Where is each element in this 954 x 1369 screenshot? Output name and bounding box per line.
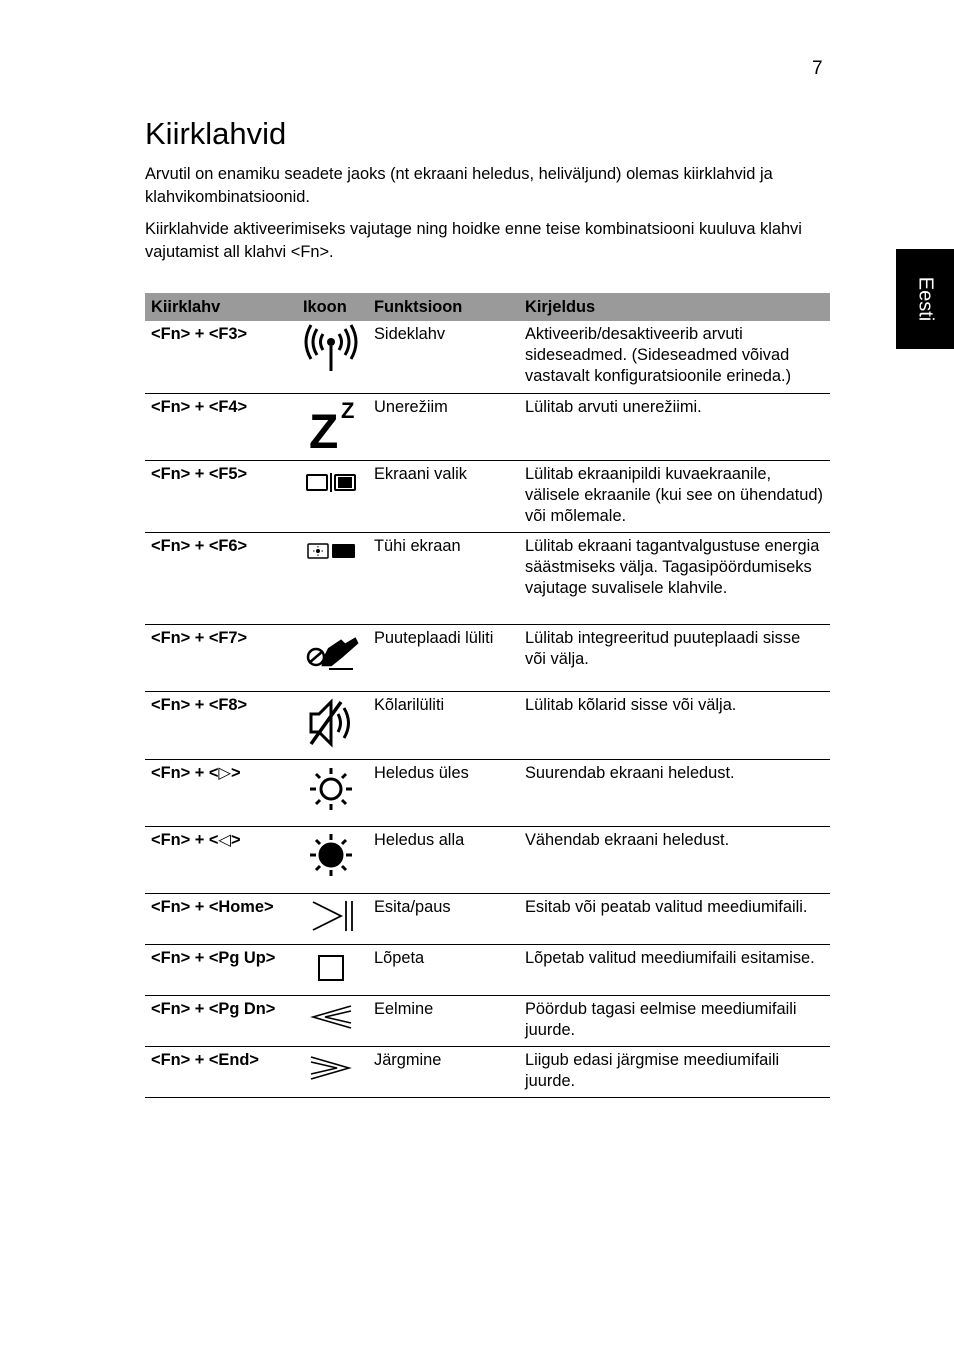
hotkey-cell: <Fn> + <F5> [145,460,297,532]
hotkey-cell: <Fn> + <▷> [145,759,297,826]
table-row [145,460,830,532]
function-cell: Lõpeta [368,944,519,995]
description-cell: Suurendab ekraani heledust. [519,759,830,826]
instruction-paragraph: Kiirklahvide aktiveerimiseks vajutage ning hoidke enne teise kombinatsiooni kuuluva klahvi vajutamist all klahvi <Fn>. [145,220,802,261]
description-cell: Liigub edasi järgmise meediumifaili juurde. [519,1046,830,1097]
svg-text:Z: Z [341,397,355,423]
function-cell: Sideklahv [368,321,519,393]
description-cell: Lülitab ekraani tagantvalgustuse energia säästmiseks välja. Tagasipöördumiseks vajutage suvalisele klahvile. [519,532,830,624]
description-cell: Vähendab ekraani heledust. [519,826,830,893]
header-function: Funktsioon [368,293,519,321]
function-cell: Kõlarilüliti [368,691,519,759]
table-row [145,532,830,624]
brightness-down-icon [301,829,361,881]
table-row [145,995,830,1046]
speaker-mute-icon [301,694,361,752]
function-cell: Unerežiim [368,393,519,460]
function-cell: Esita/paus [368,893,519,944]
description-cell: Esitab või peatab valitud meediumifaili. [519,893,830,944]
table-row [145,1046,830,1097]
description-cell: Pöördub tagasi eelmise meediumifaili juurde. [519,995,830,1046]
page-title: Kiirklahvid [145,116,287,151]
hotkey-cell: <Fn> + <Home> [145,893,297,944]
svg-text:Z: Z [309,405,339,454]
description-cell: Lõpetab valitud meediumifaili esitamise. [519,944,830,995]
hotkey-cell: <Fn> + <F8> [145,691,297,759]
table-row [145,893,830,944]
page-number: 7 [812,58,823,79]
header-description: Kirjeldus [519,293,830,321]
table-header-row [145,293,830,321]
hotkey-cell: <Fn> + <Pg Dn> [145,995,297,1046]
header-hotkey: Kiirklahv [145,293,297,321]
hotkey-cell: <Fn> + <F7> [145,624,297,691]
description-cell: Lülitab arvuti unerežiimi. [519,393,830,460]
function-cell: Puuteplaadi lüliti [368,624,519,691]
function-cell: Järgmine [368,1046,519,1097]
description-cell: Lülitab integreeritud puuteplaadi sisse või välja. [519,624,830,691]
wireless-icon [301,323,361,375]
function-cell: Heledus üles [368,759,519,826]
table-row [145,759,830,826]
table-row [145,393,830,460]
hotkey-cell: <Fn> + <F4> [145,393,297,460]
display-off-icon [301,535,361,565]
function-cell: Tühi ekraan [368,532,519,624]
language-tab [896,249,954,349]
play-pause-icon [301,896,361,936]
next-icon [301,1049,361,1089]
table-row [145,321,830,393]
table-row [145,826,830,893]
touchpad-toggle-icon [301,627,361,671]
description-cell: Lülitab ekraanipildi kuvaekraanile, välisele ekraanile (kui see on ühendatud) või mõlemale. [519,460,830,532]
header-icon: Ikoon [297,293,368,321]
display-toggle-icon [301,463,361,497]
hotkey-cell: <Fn> + <F6> [145,532,297,624]
table-row [145,624,830,691]
table-row [145,691,830,759]
hotkey-table [145,293,830,1098]
language-tab-label: Eesti [914,276,937,322]
hotkey-cell: <Fn> + <◁> [145,826,297,893]
brightness-up-icon [301,762,361,814]
description-cell: Lülitab kõlarid sisse või välja. [519,691,830,759]
previous-icon [301,998,361,1038]
intro-paragraph: Arvutil on enamiku seadete jaoks (nt ekraani heledus, heliväljund) olemas kiirklahvid ja klahvikombinatsioonid. [145,165,773,206]
hotkey-cell: <Fn> + <Pg Up> [145,944,297,995]
stop-icon [301,947,361,987]
table-row [145,944,830,995]
description-cell: Aktiveerib/desaktiveerib arvuti sideseadmed. (Sideseadmed võivad vastavalt konfiguratsioonile erineda.) [519,321,830,393]
hotkey-cell: <Fn> + <F3> [145,321,297,393]
sleep-icon [301,396,361,454]
function-cell: Heledus alla [368,826,519,893]
function-cell: Ekraani valik [368,460,519,532]
hotkey-cell: <Fn> + <End> [145,1046,297,1097]
function-cell: Eelmine [368,995,519,1046]
